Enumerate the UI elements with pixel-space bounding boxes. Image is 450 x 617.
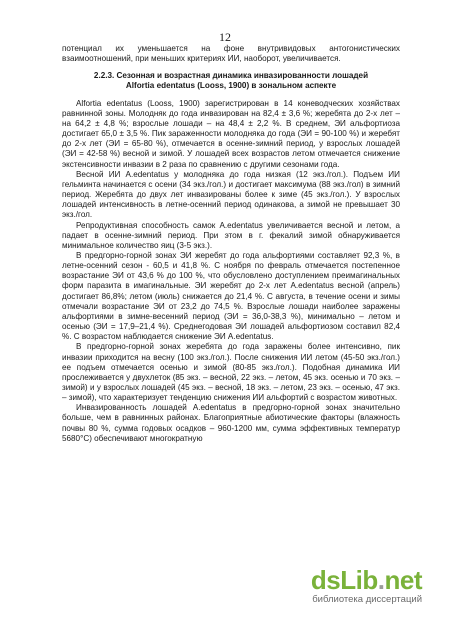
body-paragraph: В предгорно-горной зонах ЭИ жеребят до года альфортиями составляет 92,3 %, в летне-осенний сезон - 60,5 и 41,8 %. С ноября по февраль отмечается постепенное возрастание ЭИ от 43,6 % до 100 %, что обусловлено доступлением преимагинальных форм паразита в имагинальные. ЭИ жеребят до 2-х лет A.edentatus весной (апрель) достигает 86,8%; летом (июль) снижается до 21,4 %. С августа, в течение осени и зимы отмечали возрастание ЭИ от 23,2 до 74,5 %. Взрослые лошади наиболее заражены альфортиями в зимне-весенний период (ЭИ = 36,0-38,3 %), минимально – летом и осенью (ЭИ = 17,9–21,4 %). Среднегодовая ЭИ лошадей альфортиозом составил 82,4 %. С возрастом наблюдается снижение ЭИ A.edentatus. — [62, 250, 400, 342]
section-heading-line-1: 2.2.3. Сезонная и возрастная динамика инвазированности лошадей — [93, 71, 369, 81]
watermark-logo — [311, 567, 422, 593]
section-heading — [62, 71, 400, 91]
watermark-logo-main: dsLib — [310, 565, 378, 595]
watermark-logo-tld: net — [384, 565, 422, 595]
body-paragraph: Инвазированность лошадей A.edentatus в предгорно-горной зонах значительно больше, чем в равнинных районах. Благоприятные абиотические факторы (влажность почвы 80 %, сумма годовых осадков – 960-1200 мм, сумма эффективных температур 5680°C) обеспечивают многократную — [62, 403, 400, 443]
page-number: 12 — [219, 30, 231, 44]
body-paragraph: Alfortia edentatus (Looss, 1900) зарегистрирован в 14 коневодческих хозяйствах равнинной зоны. Молодняк до года инвазирован на 82,4 ± 3,6 %; жеребята до 2-х лет – на 64,2 ± 4,8 %; взрослые лошади – на 48,4 ± 2,2 %. В среднем, ЭИ альфортиоза достигает 65,0 ± 3,5 %. Пик зараженности молодняка до года (ЭИ = 90-100 %) и жеребят до 2-х лет (ЭИ = 65-80 %), отмечается в осенне-зимний период, у взрослых лошадей (ЭИ = 42-58 %) весной и зимой. У лошадей всех возрастов летом отмечается снижение экстенсивности инвазии в 2 раза по сравнению с другими сезонами года. — [62, 98, 400, 169]
section-heading-line-2: Alfortia edentatus (Looss, 1900) в зональном аспекте — [125, 81, 337, 91]
body-paragraph: В предгорно-горной зонах жеребята до года заражены более интенсивно, пик инвазии приходится на весну (100 экз./гол.). После снижения ИИ летом (45-50 экз./гол.) ее подъем отмечается осенью и зимой (80-85 экз./гол.). Подобная динамика ИИ прослеживается у двухлеток (85 экз. – весной, 22 экз. – летом, 45 экз. осенью и 70 экз. – зимой) и у взрослых лошадей (45 экз. – весной, 18 экз. – летом, 23 экз. – осенью, 47 экз. – зимой), что характеризует тенденцию снижения ИИ альфортий с возрастом животных. — [62, 342, 400, 403]
watermark — [311, 567, 422, 605]
body-paragraph: Репродуктивная способность самок A.edentatus увеличивается весной и летом, а падает в осенне-зимний период. При этом в г. фекалий зимой обнаруживается минимальное количество яиц (3-5 экз.). — [62, 220, 400, 250]
watermark-subtitle: библиотека диссертаций — [312, 594, 422, 605]
document-body — [62, 44, 400, 444]
watermark-logo-dot: . — [377, 565, 385, 595]
intro-paragraph: потенциал их уменьшается на фоне внутривидовых антогонистических взаимоотношений, при меньших критериях ИИ, наоборот, увеличивается. — [62, 44, 400, 64]
body-paragraph: Весной ИИ A.edentatus у молодняка до года низкая (12 экз./гол.). Подъем ИИ гельминта начинается с осени (34 экз./гол.) и достигает максимума (88 экз./гол) в зимний период. Жеребята до двух лет инвазированы более к зиме (45 экз./гол.). У взрослых лошадей интенсивность в летне-осенний период одинакова, а зимой не превышает 30 экз./гол. — [62, 169, 400, 220]
